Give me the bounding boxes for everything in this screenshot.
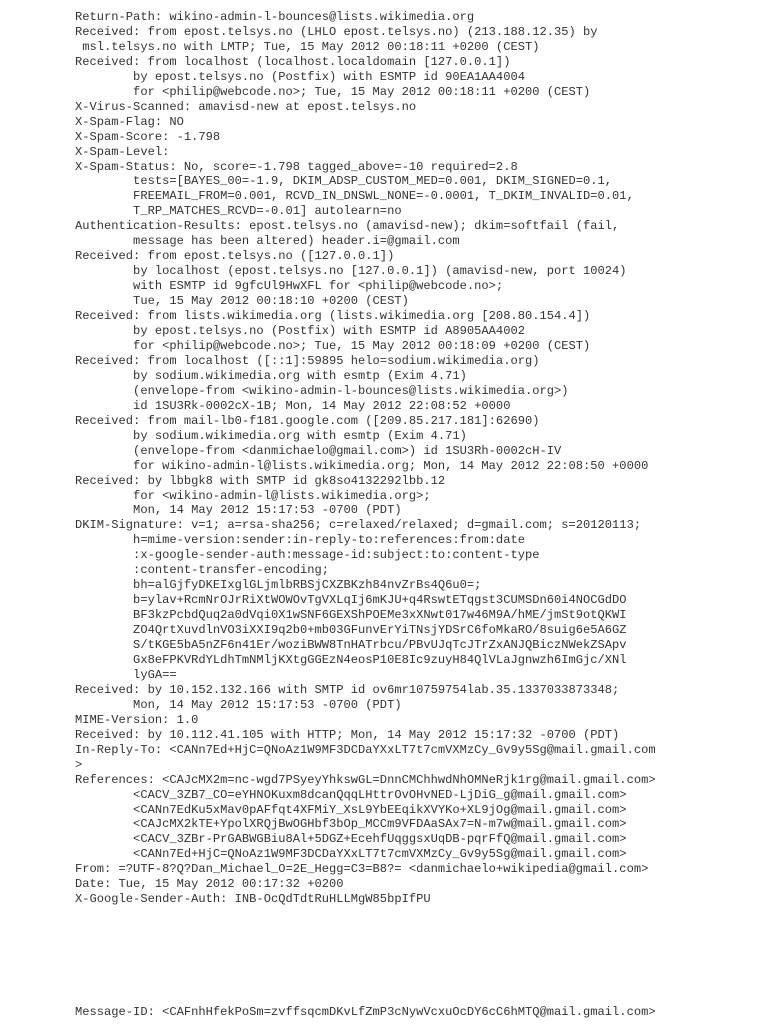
- header-line: :content-transfer-encoding;: [75, 563, 330, 578]
- header-line: Received: from epost.telsys.no (LHLO epost.telsys.no) (213.188.12.35) by: [75, 24, 598, 39]
- header-line: T_RP_MATCHES_RCVD=-0.01] autolearn=no: [75, 204, 402, 219]
- header-line: Received: from epost.telsys.no ([127.0.0.1]): [75, 249, 395, 264]
- header-line: bh=alGjfyDKEIxglGLjmlbRBSjCXZBKzh84nvZrBs4Q6u0=;: [75, 578, 482, 593]
- header-line: Gx8eFPKVRdYLdhTmNMljKXtgGGEzN4eosP10E8Ic9zuyH84QlVLaJgnwzh6ImGjc/XNl: [75, 652, 627, 667]
- header-line: X-Spam-Level:: [75, 144, 170, 159]
- header-line: From: =?UTF-8?Q?Dan_Michael_O=2E_Hegg=C3=B8?= <danmichaelo+wikipedia@gmail.com>: [75, 862, 649, 877]
- header-line: (envelope-from <danmichaelo@gmail.com>) id 1SU3Rh-0002cH-IV: [75, 443, 562, 458]
- header-line: Received: from lists.wikimedia.org (lists.wikimedia.org [208.80.154.4]): [75, 309, 591, 324]
- header-line: Return-Path: wikino-admin-l-bounces@lists.wikimedia.org: [75, 10, 475, 24]
- header-line: by sodium.wikimedia.org with esmtp (Exim 4.71): [75, 368, 467, 383]
- header-line: Received: by 10.112.41.105 with HTTP; Mon, 14 May 2012 15:17:32 -0700 (PDT): [75, 727, 620, 742]
- header-line: Received: by lbbgk8 with SMTP id gk8so4132292lbb.12: [75, 473, 446, 488]
- message-id-line: [75, 1005, 656, 1020]
- header-line: Tue, 15 May 2012 00:18:10 +0200 (CEST): [75, 294, 409, 309]
- header-line: >: [75, 757, 83, 772]
- header-line: for <philip@webcode.no>; Tue, 15 May 2012 00:18:09 +0200 (CEST): [75, 338, 591, 353]
- header-line: <CAJcMX2kTE+YpolXRQjBwOGHbf3bOp_MCCm9VFDAaSAx7=N-m7w@mail.gmail.com>: [75, 817, 627, 832]
- header-line: msl.telsys.no with LMTP; Tue, 15 May 2012 00:18:11 +0200 (CEST): [75, 39, 540, 54]
- header-line: References: <CAJcMX2m=nc-wgd7PSyeyYhkswGL=DnnCMChhwdNhOMNeRjk1rg@mail.gmail.com>: [75, 772, 656, 787]
- header-line: h=mime-version:sender:in-reply-to:references:from:date: [75, 533, 525, 548]
- header-line: id 1SU3Rk-0002cX-1B; Mon, 14 May 2012 22:08:52 +0000: [75, 398, 511, 413]
- header-line: X-Spam-Score: -1.798: [75, 129, 221, 144]
- header-line: (envelope-from <wikino-admin-l-bounces@lists.wikimedia.org>): [75, 383, 569, 398]
- header-line: Authentication-Results: epost.telsys.no (amavisd-new); dkim=softfail (fail,: [75, 219, 620, 234]
- header-line: FREEMAIL_FROM=0.001, RCVD_IN_DNSWL_NONE=-0.0001, T_DKIM_INVALID=0.01,: [75, 189, 634, 204]
- header-line: by sodium.wikimedia.org with esmtp (Exim 4.71): [75, 428, 467, 443]
- header-line: Received: from localhost ([::1]:59895 helo=sodium.wikimedia.org): [75, 353, 540, 368]
- header-line: by epost.telsys.no (Postfix) with ESMTP id 90EA1AA4004: [75, 69, 525, 84]
- header-line: Mon, 14 May 2012 15:17:53 -0700 (PDT): [75, 503, 402, 518]
- header-line: for <philip@webcode.no>; Tue, 15 May 2012 00:18:11 +0200 (CEST): [75, 84, 591, 99]
- header-line: by localhost (epost.telsys.no [127.0.0.1]) (amavisd-new, port 10024): [75, 264, 627, 279]
- header-line: In-Reply-To: <CANn7Ed+HjC=QNoAz1W9MF3DCDaYXxLT7t7cmVXMzCy_Gv9y5Sg@mail.gmail.com: [75, 742, 656, 757]
- header-line: X-Virus-Scanned: amavisd-new at epost.telsys.no: [75, 99, 417, 114]
- message-id-text: Message-ID: <CAFnhHfekPoSm=zvffsqcmDKvLfZmP3cNywVcxuOcDY6cC6hMTQ@mail.gmail.com>: [75, 1005, 656, 1019]
- header-line: <CANn7Ed+HjC=QNoAz1W9MF3DCDaYXxLT7t7cmVXMzCy_Gv9y5Sg@mail.gmail.com>: [75, 847, 627, 862]
- header-line: with ESMTP id 9gfcUl9HwXFL for <philip@webcode.no>;: [75, 279, 504, 294]
- header-line: X-Spam-Status: No, score=-1.798 tagged_above=-10 required=2.8: [75, 159, 518, 174]
- header-line: Received: from mail-lb0-f181.google.com ([209.85.217.181]:62690): [75, 413, 540, 428]
- header-line: Received: from localhost (localhost.localdomain [127.0.0.1]): [75, 54, 511, 69]
- header-line: Received: by 10.152.132.166 with SMTP id ov6mr10759754lab.35.1337033873348;: [75, 682, 620, 697]
- header-line: for <wikino-admin-l@lists.wikimedia.org>;: [75, 488, 431, 503]
- header-line: <CACV_3ZBr-PrGABWGBiu8Al+5DGZ+EcehfUqggsxUqDB-pqrFfQ@mail.gmail.com>: [75, 832, 627, 847]
- header-line: tests=[BAYES_00=-1.9, DKIM_ADSP_CUSTOM_MED=0.001, DKIM_SIGNED=0.1,: [75, 174, 613, 189]
- header-line: <CANn7EdKu5xMav0pAFfqt4XFMiY_XsL9YbEEqikXVYKo+XL9jOg@mail.gmail.com>: [75, 802, 627, 817]
- header-line: S/tKGE5bA5nZF6n41Er/woziBWW8TnHATrbcu/PBvUJqTcJTrZxANJQBiczNWekZSApv: [75, 638, 627, 653]
- header-line: BF3kzPcbdQuq2a0dVqi0X1wSNF6GEXShPOEMe3xXNwt017w46M9A/hME/jmSt9otQKWI: [75, 608, 627, 623]
- header-line: X-Google-Sender-Auth: INB-OcQdTdtRuHLLMgW85bpIfPU: [75, 892, 431, 907]
- header-line: message has been altered) header.i=@gmail.com: [75, 234, 460, 249]
- header-line: b=ylav+RcmNrOJrRiXtWOWOvTgVXLqIj6mKJU+q4RswtETqgst3CUMSDn60i4NOCGdDO: [75, 593, 627, 608]
- email-headers: [75, 10, 656, 907]
- header-line: for wikino-admin-l@lists.wikimedia.org; Mon, 14 May 2012 22:08:50 +0000: [75, 458, 649, 473]
- header-line: lyGA==: [75, 667, 177, 682]
- header-line: Mon, 14 May 2012 15:17:53 -0700 (PDT): [75, 697, 402, 712]
- header-line: ZO4QrtXuvdlnVO3iXXI9q2b0+mb03GFunvErYiTNsjYDSrC6foMkaRO/8suig6e5A6GZ: [75, 623, 627, 638]
- header-line: X-Spam-Flag: NO: [75, 114, 184, 129]
- header-line: :x-google-sender-auth:message-id:subject:to:content-type: [75, 548, 540, 563]
- header-line: DKIM-Signature: v=1; a=rsa-sha256; c=relaxed/relaxed; d=gmail.com; s=20120113;: [75, 518, 642, 533]
- header-line: Date: Tue, 15 May 2012 00:17:32 +0200: [75, 877, 344, 892]
- header-line: MIME-Version: 1.0: [75, 712, 199, 727]
- header-line: by epost.telsys.no (Postfix) with ESMTP id A8905AA4002: [75, 324, 525, 339]
- header-line: <CACV_3ZB7_CO=eYHNOKuxm8dcanQqqLHttrOvOHvNED-LjDiG_g@mail.gmail.com>: [75, 787, 627, 802]
